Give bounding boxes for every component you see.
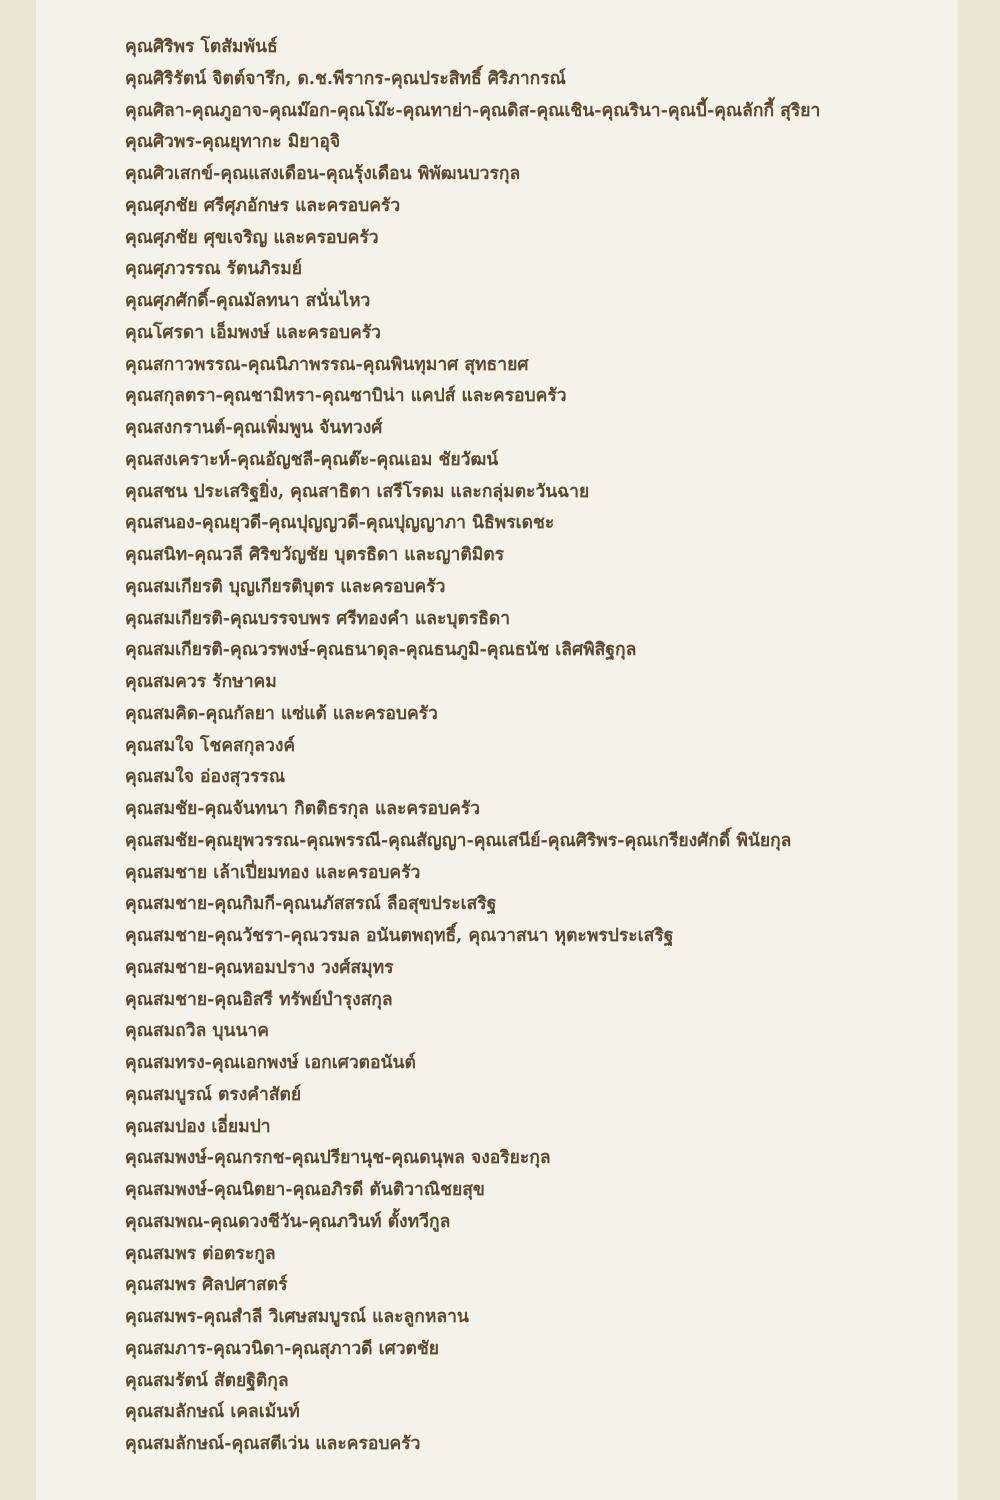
list-item: คุณสมรัตน์ สัตยฐิติกุล [125,1370,289,1391]
list-item: คุณสมปอง เอี่ยมปา [125,1116,271,1137]
list-item: คุณสมถวิล บุนนาค [125,1021,269,1042]
list-item: คุณสนิท-คุณวลี ศิริขวัญชัย บุตรธิดา และญาติมิตร [125,545,505,565]
list-item: คุณสมชาย เล้าเปี่ยมทอง และครอบครัว [125,862,421,883]
list-item: คุณสมชัย-คุณจันทนา กิตติธรกุล และครอบครัว [125,799,481,819]
list-item: คุณศิวเสกข์-คุณแสงเดือน-คุณรุ้งเดือน พิพัฒนบวรกุล [125,164,521,184]
list-item: คุณสมพร-คุณสำลี วิเศษสมบูรณ์ และลูกหลาน [125,1307,469,1327]
list-item: คุณศุภชัย ศรีศุภอักษร และครอบครัว [125,195,401,216]
list-item: คุณสมควร รักษาคม [125,672,277,692]
list-item: คุณสมบูรณ์ ตรงคำสัตย์ [125,1084,302,1105]
list-item: คุณสชน ประเสริฐยิ่ง, คุณสาธิตา เสรีโรดม และกลุ่มตะวันฉาย [125,481,590,502]
list-item: คุณสมลักษณ์-คุณสตีเว่น และครอบครัว [125,1434,421,1454]
list-item: คุณสมชาย-คุณอิสรี ทรัพย์บำรุงสกุล [125,989,393,1010]
list-item: คุณสมเกียรติ-คุณบรรจบพร ศรีทองคำ และบุตรธิดา [125,608,511,629]
list-item: คุณศิริพร โตสัมพันธ์ [125,37,278,57]
list-item: คุณสมคิด-คุณกัลยา แซ่แต้ และครอบครัว [125,703,438,724]
list-item: คุณศิวพร-คุณยุทากะ มิยาอุจิ [125,132,341,153]
list-item: คุณสมชาย-คุณหอมปราง วงศ์สมุทร [125,957,394,978]
list-item: คุณศุภศักดิ์-คุณมัลทนา สนั่นไหว [125,291,371,311]
list-item: คุณสมพณ-คุณดวงชีวัน-คุณภวินท์ ตั้งทวีกูล [125,1211,451,1232]
list-item: คุณศุภชัย ศุขเจริญ และครอบครัว [125,227,379,248]
list-item: คุณศุภวรรณ รัตนภิรมย์ [125,259,302,280]
list-item: คุณสมพงษ์-คุณนิตยา-คุณอภิรดี ตันติวาณิชยสุข [125,1180,485,1200]
list-item: คุณสมเกียรติ-คุณวรพงษ์-คุณธนาดุล-คุณธนภูมิ-คุณธนัช เลิศพิสิฐกุล [125,640,637,661]
list-item: คุณสงกรานต์-คุณเพิ่มพูน จันทวงศ์ [125,418,383,438]
list-item: คุณสกุลตรา-คุณชามิหรา-คุณซาบิน่า แคปส์ และครอบครัว [125,386,567,407]
list-item: คุณสมชัย-คุณยุพวรรณ-คุณพรรณี-คุณสัญญา-คุณเสนีย์-คุณศิริพร-คุณเกรียงศักดิ์ พินัยกุล [125,830,792,851]
list-item: คุณสมเกียรติ บุญเกียรติบุตร และครอบครัว [125,576,446,597]
list-item: คุณสมพร ศิลปศาสตร์ [125,1275,288,1296]
list-item: คุณโศรดา เอ็มพงษ์ และครอบครัว [125,322,381,343]
list-item: คุณสมชาย-คุณวัชรา-คุณวรมล อนันตพฤทธิ์, คุณวาสนา หุตะพรประเสริฐ [125,926,674,946]
list-item: คุณสมลักษณ์ เคลเม้นท์ [125,1402,300,1423]
list-item: คุณศิลา-คุณภูอาจ-คุณม๊อก-คุณโม๊ะ-คุณทาย่า-คุณดิส-คุณเชิน-คุณรินา-คุณบี้-คุณลักกี้ สุริยา [125,100,821,121]
list-item: คุณสกาวพรรณ-คุณนิภาพรรณ-คุณพินทุมาศ สุทธายศ [125,354,529,375]
list-item: คุณสมพงษ์-คุณกรกช-คุณปรียานุช-คุณดนุพล จงอริยะกุล [125,1148,551,1169]
list-item: คุณศิริรัตน์ จิตต์จารึก, ด.ช.พีรากร-คุณประสิทธิ์ ศิริภากรณ์ [125,68,566,89]
document-page [36,0,958,1500]
list-item: คุณสมใจ อ่องสุวรรณ [125,767,286,788]
list-item: คุณสมใจ โชคสกุลวงค์ [125,735,296,756]
list-item: คุณสมทรง-คุณเอกพงษ์ เอกเศวตอนันต์ [125,1053,416,1073]
name-list [125,32,925,1461]
list-item: คุณสมชาย-คุณกิมกี-คุณนภัสสรณ์ ลือสุขประเสริฐ [125,894,497,915]
list-item: คุณสงเคราะห์-คุณอัญชลี-คุณต๊ะ-คุณเอม ชัยวัฒน์ [125,449,499,470]
list-item: คุณสนอง-คุณยุวดี-คุณปุญญวดี-คุณปุญญาภา นิธิพรเดชะ [125,513,555,534]
list-item: คุณสมภาร-คุณวนิดา-คุณสุภาวดี เศวตชัย [125,1338,440,1359]
list-item: คุณสมพร ต่อตระกูล [125,1243,276,1264]
